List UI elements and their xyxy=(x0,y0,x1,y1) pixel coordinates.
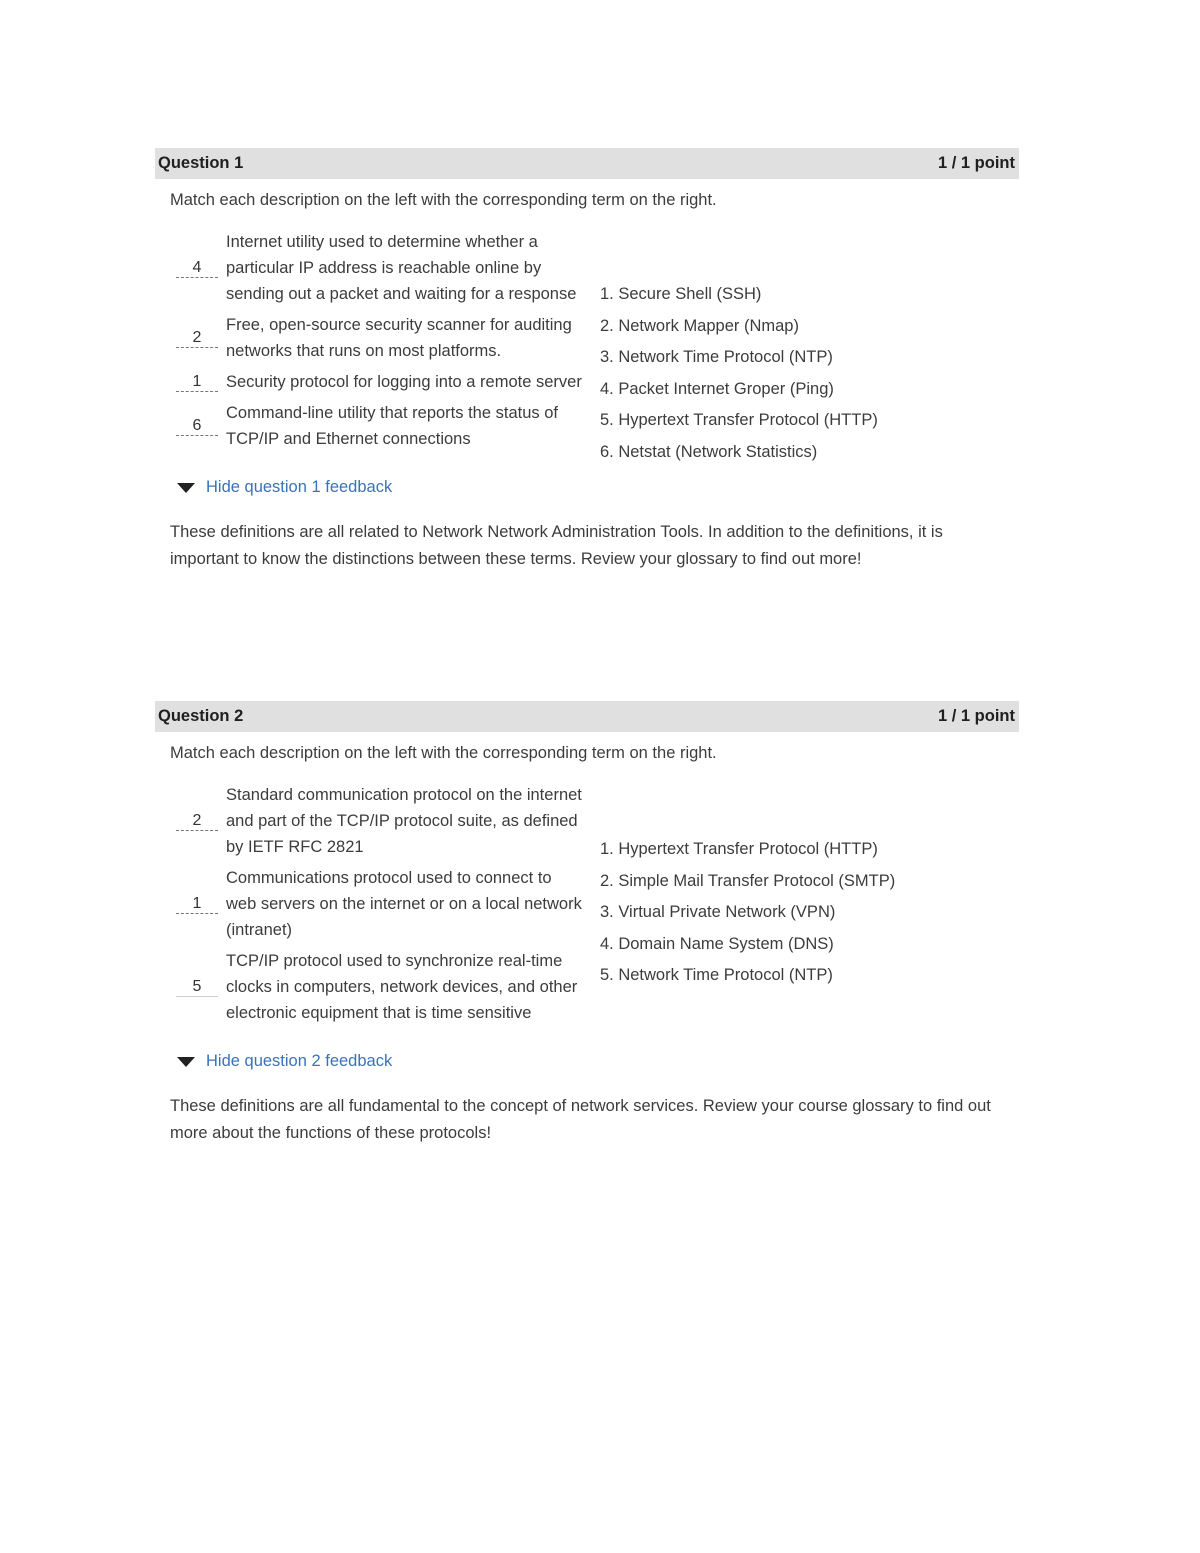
match-row xyxy=(155,400,595,452)
match-description: Free, open-source security scanner for auditing networks that runs on most platforms. xyxy=(226,316,572,360)
match-description: Internet utility used to determine whether a particular IP address is reachable online by sending out a packet and waiting for a response xyxy=(226,233,577,303)
question-title: Question 2 xyxy=(158,707,244,725)
answer-blank: 2 xyxy=(176,329,218,348)
question-score: 1 / 1 point xyxy=(937,707,1015,725)
question-2 xyxy=(155,701,1019,1147)
terms-list xyxy=(600,834,895,992)
term-item: 2. Network Mapper (Nmap) xyxy=(600,316,799,335)
term-item: 4. Packet Internet Groper (Ping) xyxy=(600,379,834,398)
feedback-text: These definitions are all fundamental to the concept of network services. Review your course glossary to find out more about the functions of these protocols! xyxy=(170,1097,991,1142)
term-item: 5. Network Time Protocol (NTP) xyxy=(600,966,833,985)
feedback-toggle-label: Hide question 2 feedback xyxy=(206,1052,393,1070)
match-row xyxy=(155,948,595,1026)
matching-area xyxy=(155,229,1019,461)
descriptions-list xyxy=(155,782,595,1026)
feedback-toggle-button[interactable] xyxy=(177,478,1019,497)
question-score: 1 / 1 point xyxy=(937,154,1015,172)
match-description: TCP/IP protocol used to synchronize real-time clocks in computers, network devices, and other electronic equipment that is time sensitive xyxy=(226,952,578,1022)
match-description: Command-line utility that reports the status of TCP/IP and Ethernet connections xyxy=(226,404,558,448)
triangle-down-icon xyxy=(177,483,195,493)
match-row xyxy=(155,229,595,307)
term-item: 3. Network Time Protocol (NTP) xyxy=(600,348,833,367)
question-1 xyxy=(155,148,1019,573)
descriptions-list xyxy=(155,229,595,452)
matching-area xyxy=(155,782,1019,1026)
term-item: 3. Virtual Private Network (VPN) xyxy=(600,903,836,922)
feedback-toggle-button[interactable] xyxy=(177,1052,1019,1071)
triangle-down-icon xyxy=(177,1057,195,1067)
term-item: 5. Hypertext Transfer Protocol (HTTP) xyxy=(600,411,878,430)
match-description: Standard communication protocol on the internet and part of the TCP/IP protocol suite, as defined by IETF RFC 2821 xyxy=(226,786,582,856)
question-title: Question 1 xyxy=(158,154,244,172)
feedback-text: These definitions are all related to Network Network Administration Tools. In addition to the definitions, it is important to know the distinctions between these terms. Review your glossary to find out more! xyxy=(170,523,943,568)
answer-blank: 5 xyxy=(176,978,218,997)
answer-blank: 6 xyxy=(176,417,218,436)
term-item: 2. Simple Mail Transfer Protocol (SMTP) xyxy=(600,871,896,890)
match-row xyxy=(155,369,595,395)
question-header xyxy=(155,701,1019,732)
match-description: Security protocol for logging into a remote server xyxy=(226,373,582,391)
answer-blank: 1 xyxy=(176,373,218,392)
question-prompt: Match each description on the left with the corresponding term on the right. xyxy=(170,744,717,762)
match-description: Communications protocol used to connect to web servers on the internet or on a local network (intranet) xyxy=(226,869,582,939)
answer-blank: 2 xyxy=(176,812,218,831)
terms-list xyxy=(600,279,878,469)
question-prompt: Match each description on the left with the corresponding term on the right. xyxy=(170,191,717,209)
answer-blank: 4 xyxy=(176,259,218,278)
term-item: 6. Netstat (Network Statistics) xyxy=(600,442,818,461)
term-item: 4. Domain Name System (DNS) xyxy=(600,934,834,953)
answer-blank: 1 xyxy=(176,895,218,914)
term-item: 1. Secure Shell (SSH) xyxy=(600,285,762,303)
feedback-toggle-label: Hide question 1 feedback xyxy=(206,478,393,496)
match-row xyxy=(155,312,595,364)
question-header xyxy=(155,148,1019,179)
match-row xyxy=(155,782,595,860)
term-item: 1. Hypertext Transfer Protocol (HTTP) xyxy=(600,840,878,858)
match-row xyxy=(155,865,595,943)
